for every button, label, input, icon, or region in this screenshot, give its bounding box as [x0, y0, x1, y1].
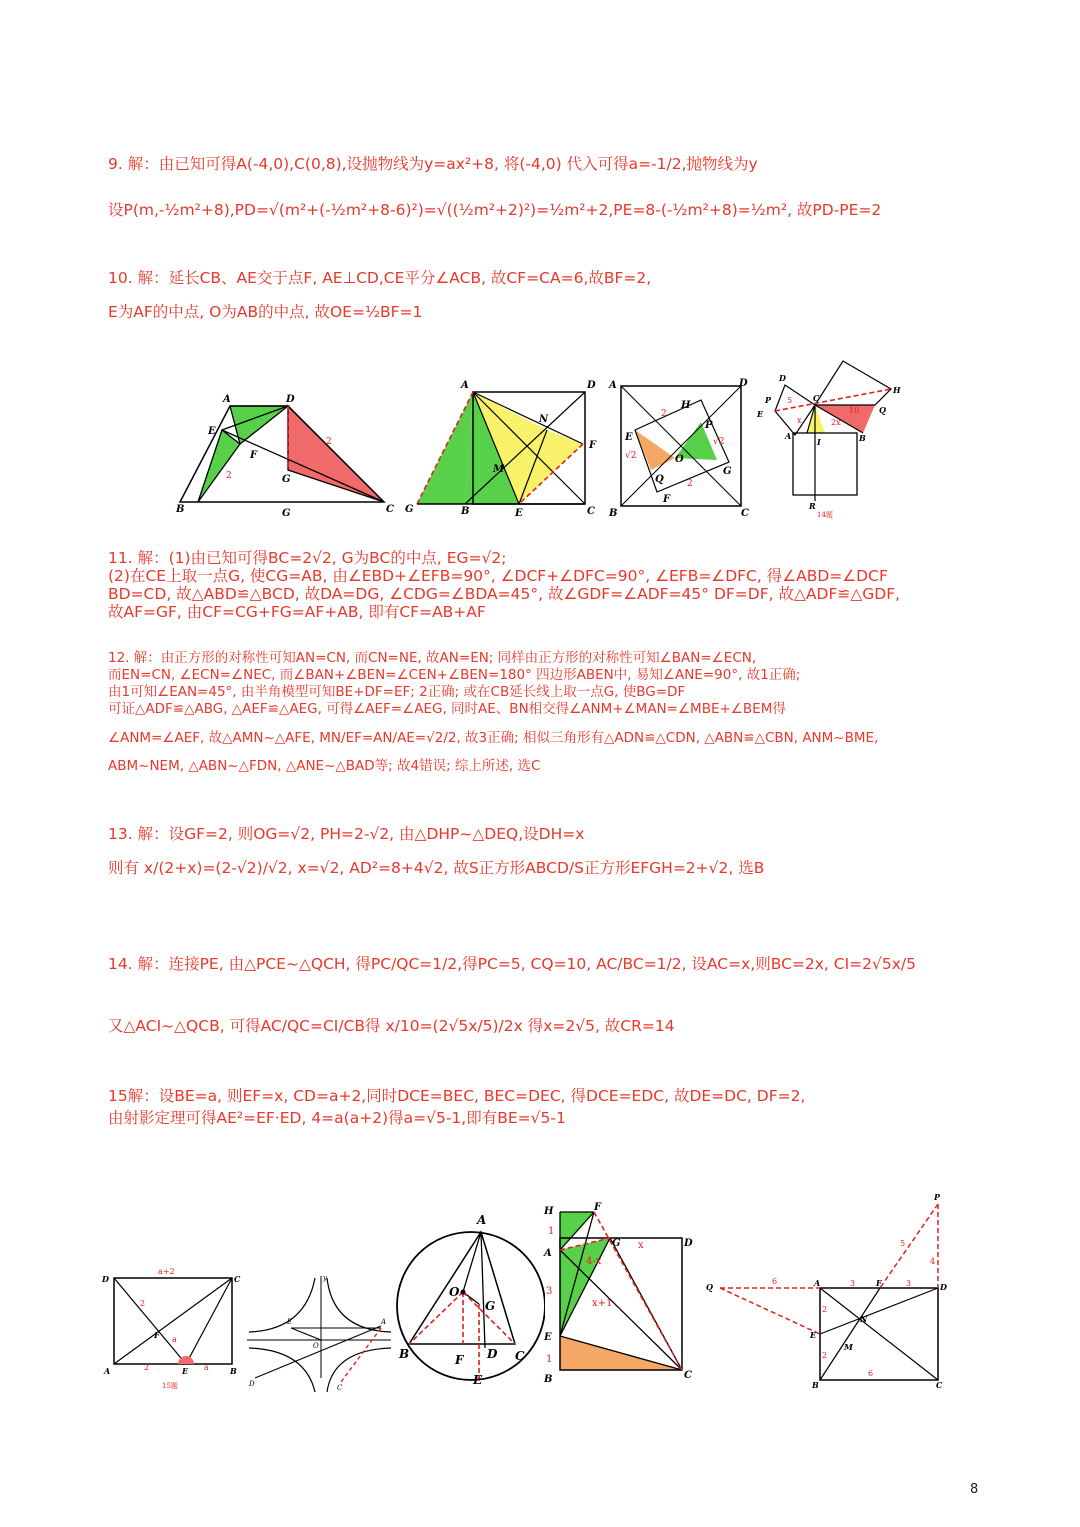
- label-i: I: [817, 437, 821, 447]
- solution-12-line3: 由1可知∠EAN=45°, 由半角模型可知BE+DF=EF; 2正确; 或在CB延长线上取一点G, 使BG=DF: [108, 684, 686, 700]
- solution-14-line1: 14. 解：连接PE, 由△PCE~△QCH, 得PC/QC=1/2,得PC=5, CQ=10, AC/BC=1/2, 设AC=x,则BC=2x, CI=2√5x/5: [108, 955, 917, 973]
- label-c: C: [741, 508, 749, 518]
- label-a: A: [785, 431, 792, 441]
- label-m: M: [493, 464, 505, 475]
- length-1b: 1: [546, 1354, 553, 1365]
- label-g: G: [282, 474, 291, 485]
- solution-15-line1: 15解：设BE=a, 则EF=x, CD=a+2,同时DCE=BEC, BEC=DEC, 得DCE=EDC, 故DE=DC, DF=2,: [108, 1087, 806, 1105]
- solution-10-line2: E为AF的中点, O为AB的中点, 故OE=½BF=1: [108, 303, 423, 321]
- solution-15-line2: 由射影定理可得AE²=EF·ED, 4=a(a+2)得a=√5-1,即有BE=√5-1: [108, 1109, 566, 1127]
- label-a: A: [544, 1248, 552, 1259]
- length-5: 5: [900, 1239, 906, 1248]
- solution-11-line1: 11. 解：(1)由已知可得BC=2√2, G为BC的中点, EG=√2;: [108, 549, 507, 567]
- label-c: C: [813, 393, 820, 403]
- solution-13-line1: 13. 解：设GF=2, 则OG=√2, PH=2-√2, 由△DHP~△DEQ,设DH=x: [108, 825, 585, 843]
- label-d: D: [487, 1347, 498, 1361]
- solution-12-line5: ∠ANM=∠AEF, 故△AMN~△AFE, MN/EF=AN/AE=√2/2, 故3正确; 相似三角形有△ADN≌△CDN, △ABN≌△CBN, ANM~BME,: [108, 730, 879, 746]
- label-e: E: [287, 1318, 293, 1326]
- label-g: G: [612, 1238, 621, 1249]
- length-x-plus-1: x+1: [592, 1298, 613, 1309]
- label-b: B: [859, 433, 866, 443]
- length-3: 3: [546, 1286, 553, 1297]
- label-e: E: [473, 1373, 483, 1387]
- length-4-minus-x: 4-x: [586, 1256, 602, 1267]
- figure-problem-13: [605, 378, 755, 518]
- label-e: E: [757, 409, 764, 419]
- label-d: D: [102, 1274, 109, 1284]
- length-a2: a: [204, 1363, 209, 1372]
- label-q: Q: [879, 405, 886, 415]
- label-m: M: [844, 1342, 853, 1352]
- label-p: P: [934, 1192, 941, 1202]
- label-r: R: [809, 501, 816, 511]
- label-d: D: [940, 1282, 947, 1292]
- solution-12-line6: ABM~NEM, △ABN~△FDN, △ANE~△BAD等; 故4错误; 综上所述, 选C: [108, 758, 541, 774]
- label-f: F: [876, 1278, 882, 1288]
- solution-10-line1: 10. 解：延长CB、AE交于点F, AE⊥CD,CE平分∠ACB, 故CF=CA=6,故BF=2,: [108, 269, 652, 287]
- figure-problem-15: [100, 1262, 245, 1392]
- solution-12-line2: 而EN=CN, ∠ECN=∠NEC, 而∠BAN+∠BEN=∠CEN+∠BEN=180° 四边形ABEN中, 易知∠ANE=90°, 故1正确;: [108, 667, 801, 683]
- label-q: Q: [655, 474, 664, 485]
- label-b: B: [812, 1380, 819, 1390]
- length-3b: 3: [906, 1279, 912, 1288]
- label-p: P: [765, 395, 772, 405]
- length-2b: 2: [687, 479, 693, 489]
- label-d: D: [587, 380, 596, 391]
- label-g: G: [485, 1299, 496, 1313]
- label-e: E: [544, 1332, 552, 1343]
- length-2b: 2: [144, 1363, 150, 1372]
- solution-11-line4: 故AF=GF, 由CF=CG+FG=AF+AB, 即有CF=AB+AF: [108, 603, 486, 621]
- label-c: C: [684, 1370, 692, 1381]
- label-a: A: [223, 394, 231, 405]
- length-2a: 2: [140, 1299, 146, 1308]
- figure-problem-17: [395, 1208, 545, 1388]
- length-a-plus-2: a+2: [158, 1267, 175, 1276]
- label-c: C: [386, 504, 394, 515]
- label-d: D: [684, 1238, 693, 1249]
- length-root2a: √2: [625, 451, 637, 461]
- label-b: B: [544, 1374, 553, 1385]
- solution-12-line4: 可证△ADF≌△ABG, △AEF≌△AEG, 可得∠AEF=∠AEG, 同时AE、BN相交得∠ANM+∠MAN=∠MBE+∠BEM得: [108, 701, 786, 717]
- length-6b: 6: [868, 1369, 874, 1378]
- label-f: F: [250, 450, 258, 461]
- label-a: A: [609, 380, 617, 391]
- label-e: E: [515, 508, 523, 518]
- label-b: B: [399, 1347, 410, 1361]
- label-h: H: [681, 400, 691, 411]
- length-a: a: [172, 1335, 177, 1344]
- length-2x: 2x: [831, 418, 841, 427]
- length-2a: 2: [226, 471, 232, 481]
- solution-12-line1: 12. 解：由正方形的对称性可知AN=CN, 而CN=NE, 故AN=EN; 同样由正方形的对称性可知∠BAN=∠ECN,: [108, 650, 757, 666]
- solution-11-line3: BD=CD, 故△ABD≌△BCD, 故DA=DG, ∠CDG=∠BDA=45°, 故∠GDF=∠ADF=45° DF=DF, 故△ADF≌△GDF,: [108, 585, 901, 603]
- label-c: C: [337, 1384, 343, 1392]
- length-2b: 2: [822, 1351, 828, 1360]
- length-4: 4: [930, 1257, 936, 1266]
- label-d: D: [779, 373, 786, 383]
- label-h: H: [893, 385, 901, 395]
- label-a: A: [814, 1278, 821, 1288]
- label-e: E: [810, 1330, 817, 1340]
- label-g: G: [405, 504, 414, 515]
- figure-problem-19: [700, 1190, 955, 1395]
- length-2b: 2: [326, 437, 332, 447]
- label-e: E: [182, 1366, 189, 1376]
- label-f: F: [589, 440, 597, 451]
- label-d: D: [249, 1380, 255, 1388]
- label-b: B: [609, 508, 618, 518]
- figure-15-caption: 15题: [162, 1382, 178, 1390]
- label-c: C: [234, 1274, 241, 1284]
- label-d: D: [286, 394, 295, 405]
- label-o: O: [675, 454, 684, 465]
- length-10: 10: [849, 406, 860, 415]
- length-5: 5: [787, 396, 793, 405]
- label-e: E: [208, 426, 216, 437]
- length-1a: 1: [548, 1226, 555, 1237]
- label-g2: G: [282, 508, 291, 519]
- label-c: C: [515, 1349, 525, 1363]
- label-h: H: [544, 1206, 554, 1217]
- label-o: O: [449, 1285, 460, 1299]
- solution-11-line2: (2)在CE上取一点G, 使CG=AB, 由∠EBD+∠EFB=90°, ∠DCF+∠DFC=90°, ∠EFB=∠DFC, 得∠ABD=∠DCF: [108, 567, 888, 585]
- solution-13-line2: 则有 x/(2+x)=(2-√2)/√2, x=√2, AD²=8+4√2, 故S正方形ABCD/S正方形EFGH=2+√2, 选B: [108, 859, 765, 877]
- length-2: 2: [661, 409, 667, 419]
- length-x: x: [797, 416, 802, 425]
- figure-problem-10: [170, 390, 400, 520]
- solution-9-line1: 9. 解：由已知可得A(-4,0),C(0,8),设抛物线为y=ax²+8, 将(-4,0) 代入可得a=-1/2,抛物线为y: [108, 155, 758, 173]
- label-a: A: [104, 1366, 111, 1376]
- label-o: O: [313, 1342, 319, 1350]
- label-a: A: [381, 1318, 387, 1326]
- length-x: x: [638, 1240, 644, 1251]
- label-c: C: [587, 506, 595, 517]
- label-y: y: [323, 1274, 327, 1282]
- page-number: 8: [970, 1482, 979, 1497]
- figure-problem-14: [755, 355, 905, 520]
- length-6a: 6: [772, 1277, 778, 1286]
- label-f: F: [594, 1202, 602, 1213]
- label-a: A: [477, 1213, 487, 1227]
- label-g: G: [723, 466, 732, 477]
- label-f: F: [663, 494, 671, 505]
- label-b: B: [461, 506, 470, 517]
- figure-14-caption: 14题: [817, 511, 833, 519]
- length-2a: 2: [822, 1305, 828, 1314]
- label-n: N: [539, 414, 549, 425]
- solution-9-line2: 设P(m,-½m²+8),PD=√(m²+(-½m²+8-6)²)=√((½m²+2)²)=½m²+2,PE=8-(-½m²+8)=½m², 故PD-PE=2: [108, 201, 882, 219]
- label-b: B: [176, 504, 185, 515]
- label-n: N: [860, 1314, 868, 1324]
- length-3a: 3: [850, 1279, 856, 1288]
- label-d: D: [739, 378, 748, 389]
- label-e: E: [625, 432, 633, 443]
- length-root2b: √2: [713, 437, 725, 447]
- label-c: C: [936, 1380, 943, 1390]
- figure-problem-12: [405, 378, 605, 518]
- label-f: F: [455, 1353, 464, 1367]
- label-q: Q: [706, 1282, 713, 1292]
- figure-problem-18: [540, 1198, 700, 1388]
- label-a: A: [461, 380, 469, 391]
- solution-14-line2: 又△ACI~△QCB, 可得AC/QC=CI/CB得 x/10=(2√5x/5)/2x 得x=2√5, 故CR=14: [108, 1017, 675, 1035]
- label-p: P: [705, 420, 713, 431]
- label-b: B: [230, 1366, 237, 1376]
- label-f: F: [154, 1330, 160, 1340]
- figure-problem-16: [245, 1270, 395, 1395]
